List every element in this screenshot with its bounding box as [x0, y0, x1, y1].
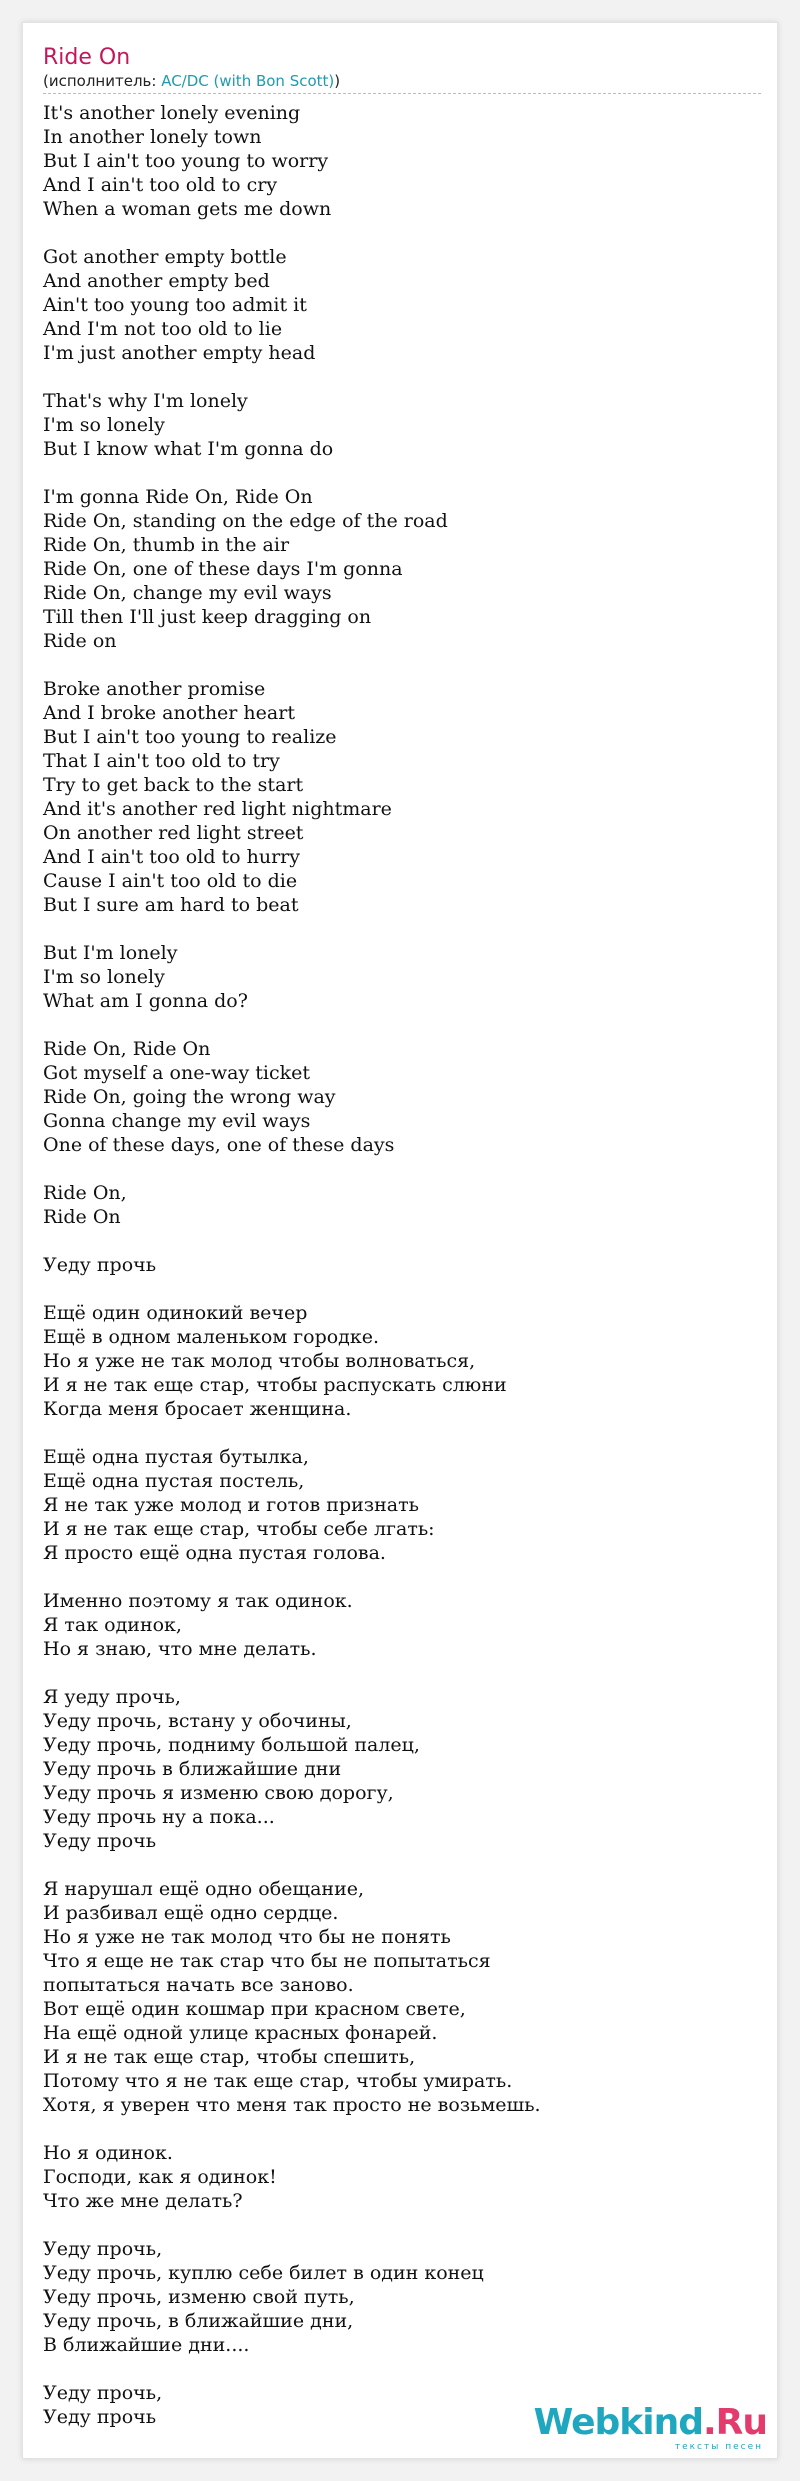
lyric-line: Что я еще не так стар что бы не попытаться	[43, 1950, 491, 1972]
logo-wordmark	[534, 2404, 767, 2442]
lyric-line: Уеду прочь, встану у обочины,	[43, 1710, 352, 1732]
lyric-line: Ride On, thumb in the air	[43, 534, 290, 556]
lyrics-stanza	[43, 245, 763, 365]
lyric-line: Broke another promise	[43, 678, 266, 700]
lyric-line: Ещё одна пустая бутылка,	[43, 1446, 309, 1468]
lyric-line: Ещё один одинокий вечер	[43, 1302, 308, 1324]
lyric-line: Но я знаю, что мне делать.	[43, 1638, 317, 1660]
lyric-line: Gonna change my evil ways	[43, 1110, 311, 1132]
logo-tld: .Ru	[702, 2402, 767, 2443]
lyric-line: Got myself a one-way ticket	[43, 1062, 311, 1084]
artist-line	[43, 71, 340, 91]
lyrics-stanza	[43, 677, 763, 917]
lyric-line: Ещё одна пустая постель,	[43, 1470, 305, 1492]
lyric-line: Я нарушал ещё одно обещание,	[43, 1878, 365, 1900]
lyrics-stanza	[43, 1253, 763, 1277]
lyric-line: Ain't too young too admit it	[43, 294, 307, 316]
lyric-line: In another lonely town	[43, 126, 262, 148]
lyric-line: I'm so lonely	[43, 966, 165, 988]
lyric-line: Уеду прочь, куплю себе билет в один конец	[43, 2262, 484, 2284]
lyric-line: Я просто ещё одна пустая голова.	[43, 1542, 386, 1564]
lyric-line: И я не так еще стар, чтобы распускать слюни	[43, 1374, 507, 1396]
lyrics-stanza	[43, 1445, 763, 1565]
lyrics-card	[22, 22, 778, 2459]
lyric-line: попытаться начать все заново.	[43, 1974, 354, 1996]
lyric-line: Уеду прочь ну а пока...	[43, 1806, 275, 1828]
lyric-line: And I ain't too old to cry	[43, 174, 278, 196]
lyrics-stanza	[43, 389, 763, 461]
lyric-line: Cause I ain't too old to die	[43, 870, 298, 892]
lyrics-stanza	[43, 485, 763, 653]
lyric-line: Got another empty bottle	[43, 246, 287, 268]
lyric-line: That's why I'm lonely	[43, 390, 248, 412]
lyric-line: And I'm not too old to lie	[43, 318, 283, 340]
lyric-line: Я уеду прочь,	[43, 1686, 181, 1708]
lyric-line: Уеду прочь, изменю свой путь,	[43, 2286, 355, 2308]
lyric-line: I'm just another empty head	[43, 342, 316, 364]
lyric-line: I'm gonna Ride On, Ride On	[43, 486, 313, 508]
lyric-line: Ride On, going the wrong way	[43, 1086, 336, 1108]
lyric-line: But I'm lonely	[43, 942, 178, 964]
lyrics-stanza	[43, 1301, 763, 1421]
lyric-line: Уеду прочь, в ближайшие дни,	[43, 2310, 354, 2332]
lyrics-stanza	[43, 1877, 763, 2117]
lyric-line: Потому что я не так еще стар, чтобы умирать.	[43, 2070, 513, 2092]
lyric-line: Try to get back to the start	[43, 774, 304, 796]
lyrics-stanza	[43, 2237, 763, 2357]
lyric-line: Но я уже не так молод чтобы волноваться,	[43, 1350, 476, 1372]
lyric-line: Ещё в одном маленьком городке.	[43, 1326, 380, 1348]
lyrics-stanza	[43, 1685, 763, 1853]
lyric-line: Уеду прочь	[43, 1254, 157, 1276]
lyric-line: Уеду прочь,	[43, 2382, 163, 2404]
lyric-line: Но я одинок.	[43, 2142, 173, 2164]
lyric-line: Уеду прочь, подниму большой палец,	[43, 1734, 420, 1756]
lyric-line: В ближайшие дни....	[43, 2334, 250, 2356]
lyric-line: And it's another red light nightmare	[43, 798, 392, 820]
lyric-line: Ride On, standing on the edge of the road	[43, 510, 448, 532]
lyric-line: On another red light street	[43, 822, 304, 844]
lyric-line: I'm so lonely	[43, 414, 165, 436]
lyric-line: Что же мне делать?	[43, 2190, 243, 2212]
logo-name: Webkind	[533, 2402, 703, 2443]
lyric-line: Уеду прочь	[43, 1830, 157, 1852]
lyric-line: Я так одинок,	[43, 1614, 182, 1636]
lyric-line: One of these days, one of these days	[43, 1134, 395, 1156]
lyric-line: Ride On	[43, 1206, 121, 1228]
lyric-line: What am I gonna do?	[43, 990, 248, 1012]
lyric-line: Till then I'll just keep dragging on	[43, 606, 372, 628]
lyric-line: Уеду прочь	[43, 2406, 157, 2428]
lyric-line: Ride On, one of these days I'm gonna	[43, 558, 403, 580]
lyric-line: That I ain't too old to try	[43, 750, 280, 772]
lyric-line: And another empty bed	[43, 270, 270, 292]
lyric-line: But I ain't too young to worry	[43, 150, 329, 172]
logo-tagline: тексты песен	[674, 2442, 763, 2452]
lyric-line: It's another lonely evening	[43, 102, 301, 124]
lyric-line: Уеду прочь в ближайшие дни	[43, 1758, 342, 1780]
lyric-line: Именно поэтому я так одинок.	[43, 1590, 353, 1612]
title-divider	[43, 93, 761, 94]
lyrics-stanza	[43, 941, 763, 1013]
lyric-line: Я не так уже молод и готов признать	[43, 1494, 419, 1516]
lyric-line: И я не так еще стар, чтобы спешить,	[43, 2046, 416, 2068]
lyric-line: Господи, как я одинок!	[43, 2166, 277, 2188]
lyrics-stanza	[43, 2141, 763, 2213]
artist-suffix: )	[334, 72, 341, 90]
lyric-line: But I ain't too young to realize	[43, 726, 337, 748]
lyric-line: Уеду прочь,	[43, 2238, 163, 2260]
lyric-line: Ride On,	[43, 1182, 127, 1204]
song-title: Ride On	[43, 45, 131, 70]
lyrics-stanza	[43, 1037, 763, 1157]
lyric-line: Ride On, change my evil ways	[43, 582, 332, 604]
lyric-line: На ещё одной улице красных фонарей.	[43, 2022, 438, 2044]
lyrics-stanza	[43, 1181, 763, 1229]
artist-prefix: (исполнитель:	[43, 72, 162, 90]
lyric-line: And I ain't too old to hurry	[43, 846, 301, 868]
lyric-line: Ride on	[43, 630, 117, 652]
lyric-line: Когда меня бросает женщина.	[43, 1398, 352, 1420]
lyric-line: And I broke another heart	[43, 702, 295, 724]
lyric-line: Уеду прочь я изменю свою дорогу,	[43, 1782, 394, 1804]
lyric-line: Ride On, Ride On	[43, 1038, 211, 1060]
lyric-line: But I sure am hard to beat	[43, 894, 299, 916]
lyrics-text	[43, 101, 763, 2429]
lyric-line: И я не так еще стар, чтобы себе лгать:	[43, 1518, 435, 1540]
artist-link[interactable]: AC/DC (with Bon Scott)	[161, 72, 335, 90]
lyric-line: Хотя, я уверен что меня так просто не возьмешь.	[43, 2094, 541, 2116]
lyric-line: When a woman gets me down	[43, 198, 332, 220]
lyrics-stanza	[43, 101, 763, 221]
lyric-line: But I know what I'm gonna do	[43, 438, 334, 460]
lyric-line: И разбивал ещё одно сердце.	[43, 1902, 339, 1924]
site-logo[interactable]	[534, 2404, 767, 2452]
lyrics-stanza	[43, 1589, 763, 1661]
lyric-line: Вот ещё один кошмар при красном свете,	[43, 1998, 466, 2020]
lyric-line: Но я уже не так молод что бы не понять	[43, 1926, 451, 1948]
